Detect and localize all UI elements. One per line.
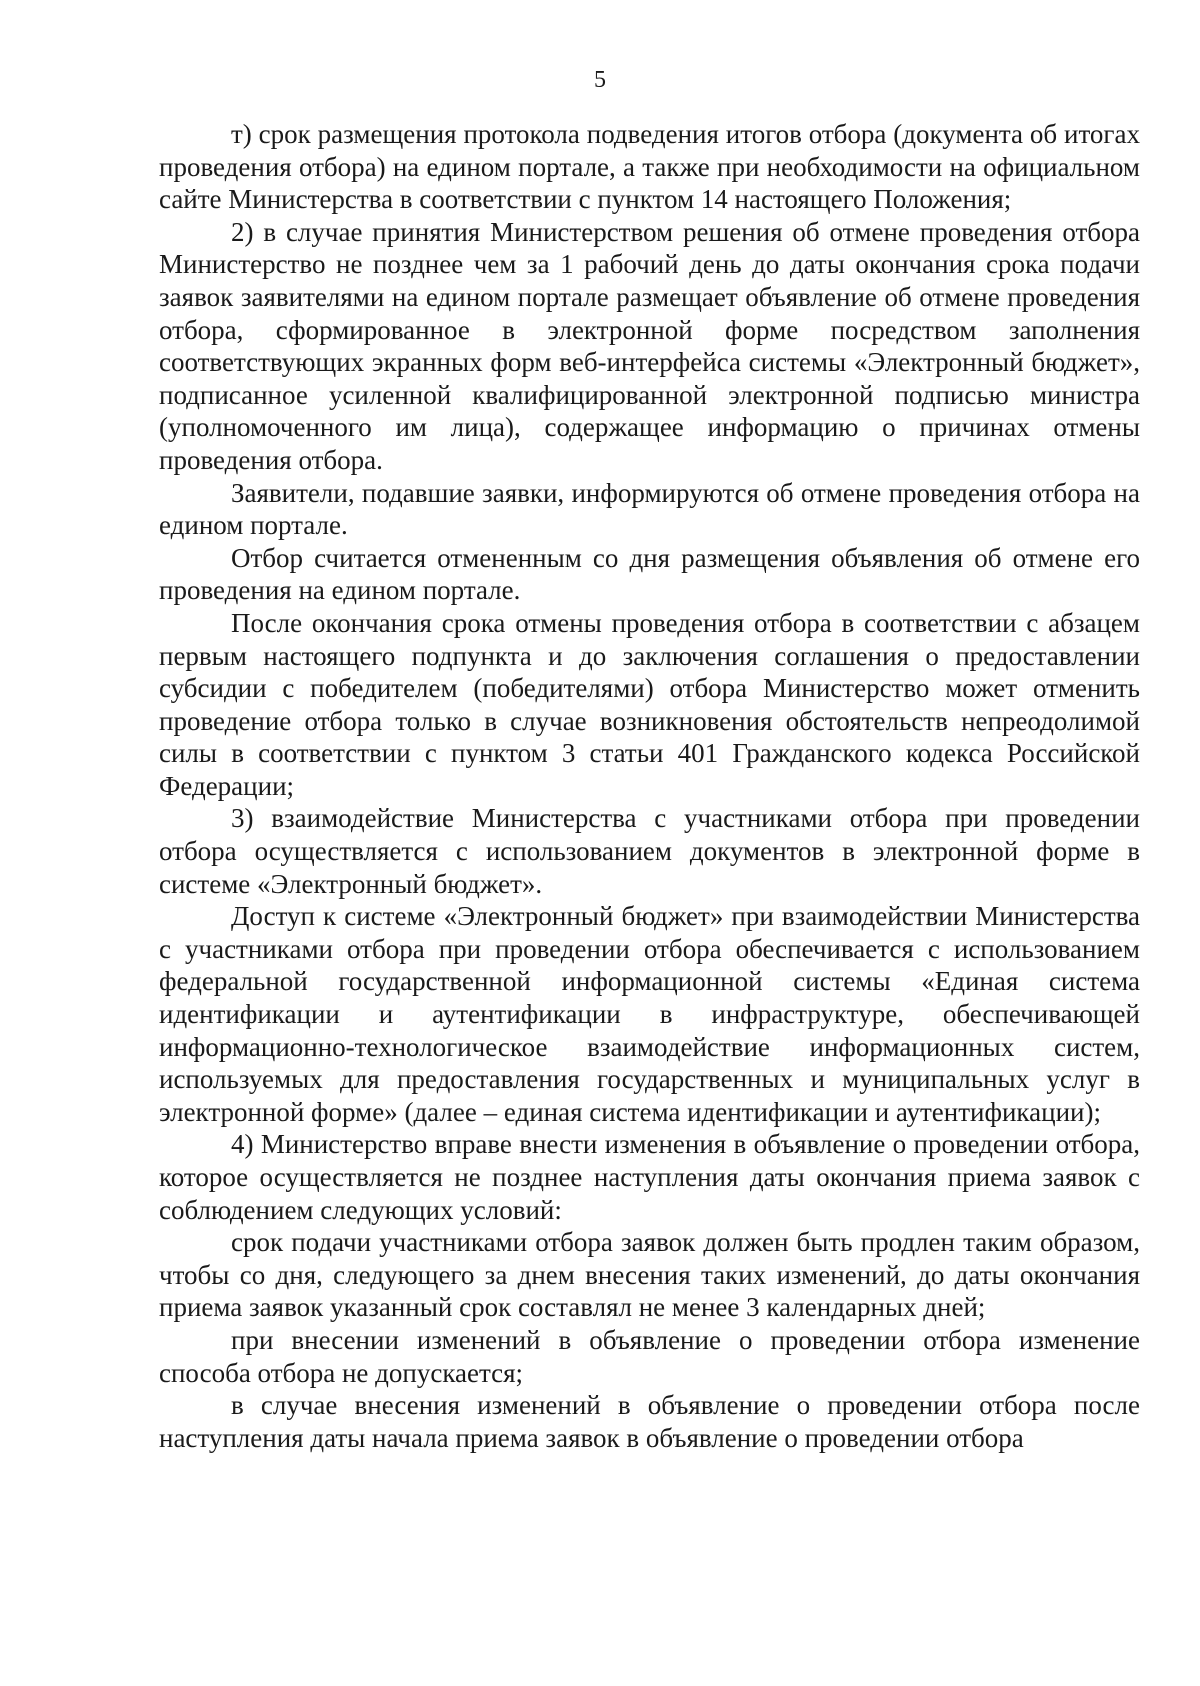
paragraph-cancelled-from-date: Отбор считается отмененным со дня размещения объявления об отмене его проведения на едином портале. bbox=[159, 542, 1140, 606]
paragraph-deadline-extension: срок подачи участниками отбора заявок должен быть продлен таким образом, чтобы со дня, следующего за днем внесения таких изменений, до даты окончания приема заявок указанный срок составлял не менее 3 календарных дней; bbox=[159, 1227, 1140, 1323]
paragraph-system-access: Доступ к системе «Электронный бюджет» при взаимодействии Министерства с участниками отбора при проведении отбора обеспечивается с использованием федеральной государственной информационной системы «Единая система идентификации и аутентификации в инфраструктуре, обеспечивающей информационно-технологическое взаимодействие информационных систем, используемых для предоставления государственных и муниципальных услуг в электронной форме» (далее – единая система идентификации и аутентификации); bbox=[159, 901, 1140, 1127]
paragraph-2-cancellation: 2) в случае принятия Министерством решения об отмене проведения отбора Министерство не позднее чем за 1 рабочий день до даты окончания срока подачи заявок заявителями на едином портале размещает объявление об отмене проведения отбора, сформированное в электронной форме посредством заполнения соответствующих экранных форм веб-интерфейса системы «Электронный бюджет», подписанное усиленной квалифицированной электронной подписью министра (уполномоченного им лица), содержащее информацию о причинах отмены проведения отбора. bbox=[159, 216, 1140, 475]
paragraph-applicants-informed: Заявители, подавшие заявки, информируются об отмене проведения отбора на едином портале. bbox=[159, 477, 1140, 541]
page-number: 5 bbox=[594, 67, 606, 93]
paragraph-method-unchanged: при внесении изменений в объявление о проведении отбора изменение способа отбора не допускается; bbox=[159, 1324, 1140, 1388]
document-body bbox=[159, 118, 1140, 1454]
paragraph-force-majeure: После окончания срока отмены проведения отбора в соответствии с абзацем первым настоящего подпункта и до заключения соглашения о предоставлении субсидии с победителем (победителями) отбора Министерство может отменить проведение отбора только в случае возникновения обстоятельств непреодолимой силы в соответствии с пунктом 3 статьи 401 Гражданского кодекса Российской Федерации; bbox=[159, 607, 1140, 801]
paragraph-4-amendments: 4) Министерство вправе внести изменения в объявление о проведении отбора, которое осуществляется не позднее наступления даты окончания приема заявок с соблюдением следующих условий: bbox=[159, 1129, 1140, 1225]
paragraph-3-interaction: 3) взаимодействие Министерства с участниками отбора при проведении отбора осуществляется с использованием документов в электронной форме в системе «Электронный бюджет». bbox=[159, 803, 1140, 899]
paragraph-t-protocol-placement: т) срок размещения протокола подведения итогов отбора (документа об итогах проведения отбора) на едином портале, а также при необходимости на официальном сайте Министерства в соответствии с пунктом 14 настоящего Положения; bbox=[159, 119, 1140, 215]
paragraph-after-start-date: в случае внесения изменений в объявление о проведении отбора после наступления даты начала приема заявок в объявление о проведении отбора bbox=[159, 1390, 1140, 1453]
